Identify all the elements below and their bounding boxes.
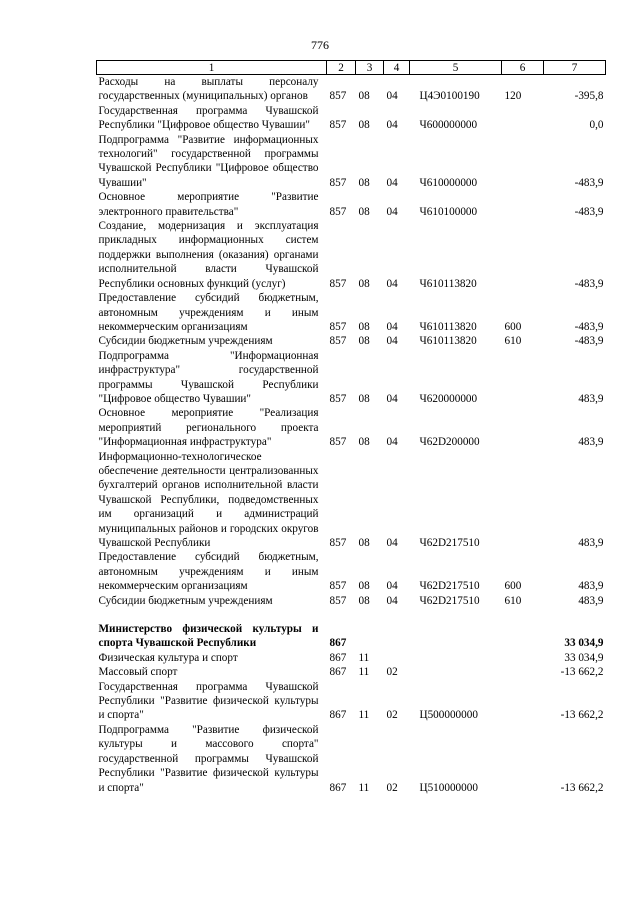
row-subsection-code: 04 xyxy=(386,205,398,218)
row-amount: 33 034,9 xyxy=(564,651,604,664)
table-row xyxy=(97,723,606,795)
page-number: 776 xyxy=(311,38,329,52)
table-row xyxy=(97,349,606,407)
row-amount: -395,8 xyxy=(574,90,604,103)
spacer-cell xyxy=(97,608,606,622)
row-section-code: 11 xyxy=(358,666,370,679)
row-amount: 0,0 xyxy=(589,119,604,132)
row-subsection-code: 04 xyxy=(386,580,398,593)
row-grbs-code: 867 xyxy=(329,709,347,722)
row-amount: -483,9 xyxy=(574,277,604,290)
row-grbs-code: 857 xyxy=(329,277,347,290)
table-body xyxy=(97,75,606,795)
row-target-article-code: Ч610113820 xyxy=(419,277,477,290)
table-row xyxy=(97,190,606,219)
row-name: Подпрограмма "Развитие информационных технологий" государственной программы Чувашской Республики "Цифровое общество Чувашии" xyxy=(98,133,319,189)
row-target-article-code: Ц4Э0100190 xyxy=(419,90,480,103)
row-subsection-code: 04 xyxy=(386,392,398,405)
row-expense-type-code: 610 xyxy=(504,335,522,348)
row-amount: -483,9 xyxy=(574,335,604,348)
row-target-article-code: Ч610113820 xyxy=(419,335,477,348)
row-name: Предоставление субсидий бюджетным, автономным учреждениям и иным некоммерческим организациям xyxy=(98,292,319,333)
row-section-code: 11 xyxy=(358,781,370,794)
row-amount: 483,9 xyxy=(578,594,604,607)
row-name: Физическая культура и спорт xyxy=(98,651,238,664)
row-section-code: 08 xyxy=(358,335,370,348)
row-section-code: 08 xyxy=(358,320,370,333)
row-target-article-code: Ч600000000 xyxy=(419,119,478,132)
row-target-article-code: Ч610113820 xyxy=(419,320,477,333)
budget-table xyxy=(96,60,606,795)
spacer-row xyxy=(97,608,606,622)
row-grbs-code: 867 xyxy=(329,781,347,794)
row-subsection-code: 04 xyxy=(386,335,398,348)
row-name: Государственная программа Чувашской Республики "Развитие физической культуры и спорта" xyxy=(98,680,319,722)
row-expense-type-code xyxy=(502,651,544,665)
row-subsection-code xyxy=(384,622,410,651)
row-subsection-code: 04 xyxy=(386,119,398,132)
row-name: Подпрограмма "Развитие физической культуры и массового спорта" государственной программы Чувашской Республики "Развитие физической культуры и спорта" xyxy=(98,723,319,794)
row-amount: 483,9 xyxy=(578,580,604,593)
row-grbs-code: 857 xyxy=(329,436,347,449)
row-grbs-code: 857 xyxy=(329,392,347,405)
column-header: 6 xyxy=(502,61,544,75)
row-section-code: 11 xyxy=(358,651,370,664)
row-grbs-code: 857 xyxy=(329,176,347,189)
row-section-code: 08 xyxy=(358,392,370,405)
row-subsection-code: 04 xyxy=(386,436,398,449)
row-target-article-code xyxy=(410,665,502,679)
row-amount: -483,9 xyxy=(574,176,604,189)
row-target-article-code: Ч610100000 xyxy=(419,205,478,218)
row-expense-type-code xyxy=(502,622,544,651)
row-expense-type-code xyxy=(502,219,544,291)
row-target-article-code xyxy=(410,622,502,651)
table-row xyxy=(97,450,606,551)
table-row xyxy=(97,104,606,133)
row-name: Массовый спорт xyxy=(98,666,178,679)
row-section-code: 08 xyxy=(358,119,370,132)
row-section-code: 08 xyxy=(358,580,370,593)
column-header: 5 xyxy=(410,61,502,75)
row-amount: -13 662,2 xyxy=(560,709,604,722)
row-target-article-code: Ч62D200000 xyxy=(419,436,480,449)
row-expense-type-code xyxy=(502,349,544,407)
row-section-code: 08 xyxy=(358,537,370,549)
table-row xyxy=(97,680,606,723)
row-section-code: 08 xyxy=(358,594,370,607)
table-row xyxy=(97,550,606,593)
row-section-code: 11 xyxy=(358,709,370,722)
column-header: 2 xyxy=(327,61,356,75)
row-target-article-code: Ч620000000 xyxy=(419,392,478,405)
row-grbs-code: 857 xyxy=(329,205,347,218)
row-subsection-code: 04 xyxy=(386,90,398,103)
row-name: Предоставление субсидий бюджетным, автономным учреждениям и иным некоммерческим организациям xyxy=(98,551,319,593)
row-expense-type-code xyxy=(502,104,544,133)
table-row xyxy=(97,406,606,449)
row-subsection-code: 04 xyxy=(386,537,398,549)
row-target-article-code: Ч62D217510 xyxy=(419,594,480,607)
row-amount: -483,9 xyxy=(574,205,604,218)
row-grbs-code: 857 xyxy=(329,119,347,132)
row-name: Расходы на выплаты персоналу государственных (муниципальных) органов xyxy=(98,76,319,103)
row-amount: -483,9 xyxy=(574,320,604,333)
row-target-article-code xyxy=(410,651,502,665)
table-row xyxy=(97,75,606,104)
row-expense-type-code xyxy=(502,190,544,219)
column-header: 1 xyxy=(97,61,327,75)
row-grbs-code: 857 xyxy=(329,537,347,549)
row-target-article-code: Ц510000000 xyxy=(419,781,478,794)
row-section-code: 08 xyxy=(358,90,370,103)
table-row xyxy=(97,291,606,334)
row-expense-type-code: 120 xyxy=(504,90,522,103)
row-target-article-code: Ч62D217510 xyxy=(419,580,480,593)
row-subsection-code: 02 xyxy=(386,781,398,794)
row-expense-type-code xyxy=(502,450,544,551)
row-grbs-code: 867 xyxy=(329,651,347,664)
row-grbs-code: 857 xyxy=(329,320,347,333)
row-expense-type-code: 600 xyxy=(504,320,522,333)
row-section-code: 08 xyxy=(358,205,370,218)
row-grbs-code: 867 xyxy=(329,666,347,679)
row-name: Субсидии бюджетным учреждениям xyxy=(98,594,273,607)
row-name: Субсидии бюджетным учреждениям xyxy=(98,335,273,348)
row-subsection-code: 02 xyxy=(386,709,398,722)
row-amount: 483,9 xyxy=(578,392,604,405)
row-target-article-code: Ц500000000 xyxy=(419,709,478,722)
row-expense-type-code: 600 xyxy=(504,580,522,593)
table-row xyxy=(97,594,606,608)
row-expense-type-code xyxy=(502,406,544,449)
row-grbs-code: 857 xyxy=(329,594,347,607)
row-section-code: 08 xyxy=(358,176,370,189)
row-amount: 483,9 xyxy=(578,537,604,549)
row-amount: -13 662,2 xyxy=(560,781,604,794)
row-name: Информационно-технологическое обеспечение деятельности централизованных бухгалтерий органов исполнительной власти Чувашской Республики, подведомственных им организаций и администраций муниципальных районов и городских округов Чувашской Республики xyxy=(98,450,319,549)
row-subsection-code: 02 xyxy=(386,666,398,679)
row-amount: -13 662,2 xyxy=(560,666,604,679)
row-section-code: 08 xyxy=(358,277,370,290)
row-name: Государственная программа Чувашской Республики "Цифровое общество Чувашии" xyxy=(98,104,319,132)
row-expense-type-code xyxy=(502,133,544,191)
row-grbs-code: 867 xyxy=(329,637,347,650)
row-expense-type-code xyxy=(502,680,544,723)
column-header: 4 xyxy=(384,61,410,75)
row-grbs-code: 857 xyxy=(329,580,347,593)
row-expense-type-code xyxy=(502,665,544,679)
row-subsection-code: 04 xyxy=(386,320,398,333)
table-row xyxy=(97,219,606,291)
row-subsection-code: 04 xyxy=(386,277,398,290)
row-amount: 33 034,9 xyxy=(564,637,604,650)
row-amount: 483,9 xyxy=(578,436,604,449)
table-row xyxy=(97,651,606,665)
row-section-code: 08 xyxy=(358,436,370,449)
row-target-article-code: Ч610000000 xyxy=(419,176,478,189)
row-subsection-code: 04 xyxy=(386,594,398,607)
row-name: Основное мероприятие "Развитие электронного правительства" xyxy=(98,191,319,218)
table-header-row xyxy=(97,61,606,75)
table-row xyxy=(97,665,606,679)
row-grbs-code: 857 xyxy=(329,90,347,103)
row-subsection-code: 04 xyxy=(386,176,398,189)
row-expense-type-code: 610 xyxy=(504,594,522,607)
row-name: Основное мероприятие "Реализация мероприятий регионального проекта "Информационная инфраструктура" xyxy=(98,407,319,449)
column-header: 3 xyxy=(356,61,384,75)
row-expense-type-code xyxy=(502,723,544,795)
row-subsection-code xyxy=(384,651,410,665)
table-row xyxy=(97,133,606,191)
row-name: Подпрограмма "Информационная инфраструктура" государственной программы Чувашской Республики "Цифровое общество Чувашии" xyxy=(98,349,319,405)
row-name: Создание, модернизация и эксплуатация прикладных информационных систем поддержки выполнения (оказания) органами исполнительной власти Чувашской Республики основных функций (услуг) xyxy=(98,220,319,290)
row-grbs-code: 857 xyxy=(329,335,347,348)
row-section-code xyxy=(356,622,384,651)
table-row xyxy=(97,622,606,651)
row-name: Министерство физической культуры и спорта Чувашской Республики xyxy=(98,623,319,650)
row-target-article-code: Ч62D217510 xyxy=(419,537,480,549)
column-header: 7 xyxy=(544,61,606,75)
table-row xyxy=(97,334,606,348)
